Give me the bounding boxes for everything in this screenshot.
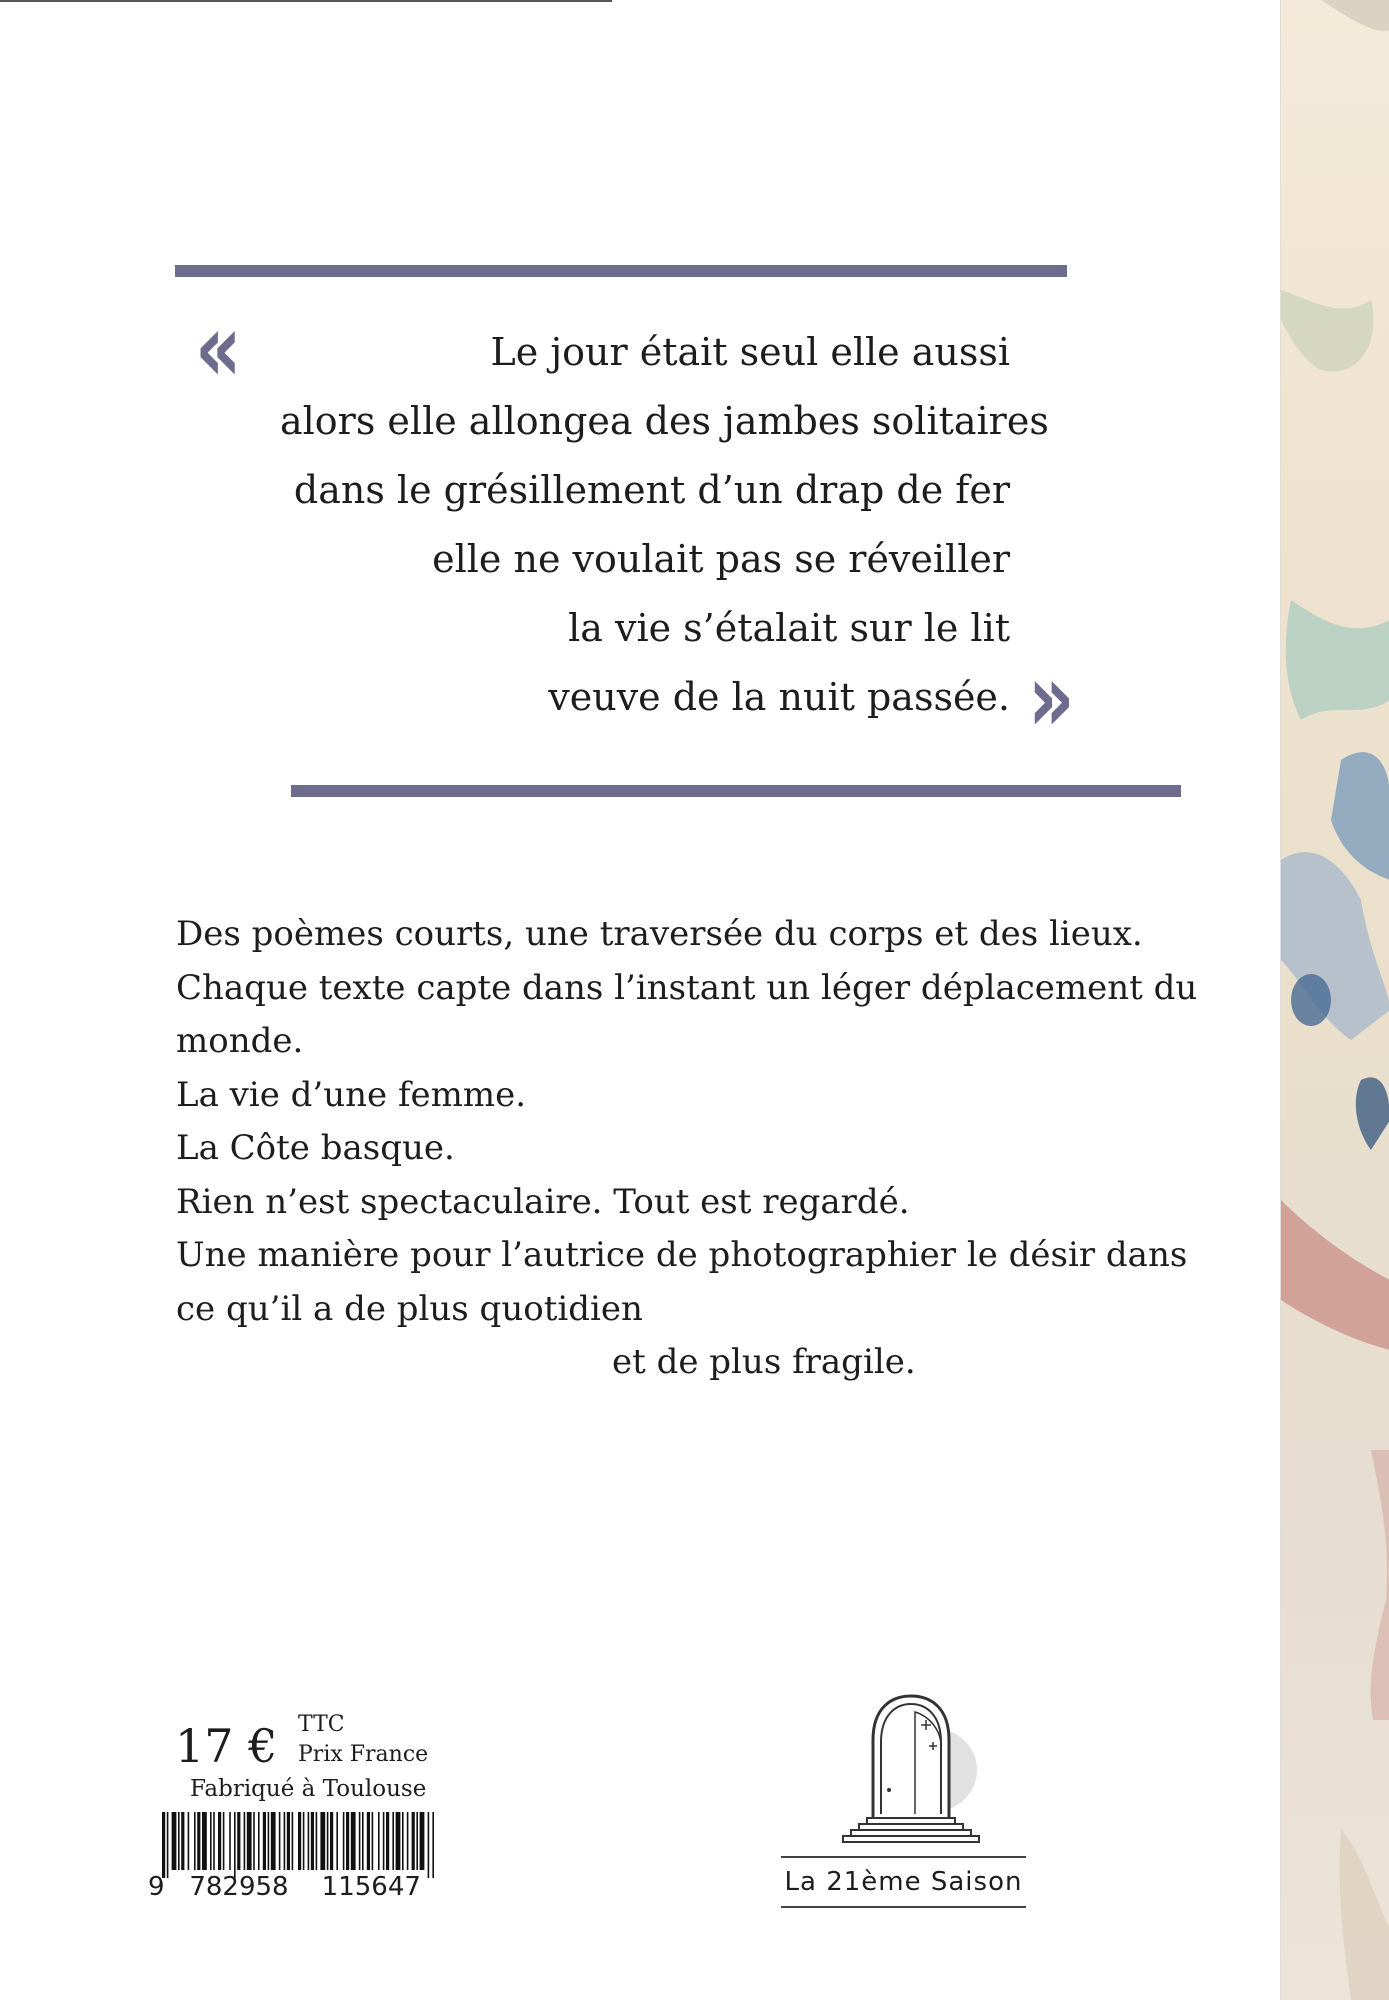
barcode-bar <box>279 1812 281 1870</box>
isbn-group-1: 782958 <box>189 1872 289 1902</box>
barcode-bar <box>420 1812 425 1870</box>
price-tax-label: TTC <box>298 1712 345 1737</box>
barcode-bar <box>372 1812 374 1870</box>
watercolor-blots <box>1281 0 1389 2000</box>
barcode-bar <box>197 1812 200 1870</box>
barcode-bar <box>167 1812 169 1878</box>
barcode-bar <box>308 1812 310 1870</box>
barcode-bar <box>336 1812 338 1870</box>
barcode-bar <box>223 1812 225 1870</box>
barcode-bar <box>218 1812 221 1870</box>
quote-bottom-bar <box>291 785 1181 797</box>
isbn-group-2: 115647 <box>321 1872 421 1902</box>
poem-line: la vie s’étalait sur le lit <box>568 606 1010 650</box>
top-edge-rule <box>0 0 612 2</box>
barcode-bar <box>202 1812 207 1870</box>
barcode-bar <box>320 1812 325 1870</box>
opening-guillemet: « <box>195 292 242 404</box>
barcode-bar <box>268 1812 270 1870</box>
blurb-line: Une manière pour l’autrice de photographier le désir dans <box>176 1235 1188 1275</box>
barcode-bar <box>229 1812 231 1870</box>
barcode-bar <box>392 1812 394 1870</box>
barcode-bar <box>311 1812 314 1870</box>
barcode-bar <box>247 1812 252 1870</box>
publisher-name: La 21ème Saison <box>784 1867 1023 1897</box>
barcode-bar <box>292 1812 294 1870</box>
publisher-bottom-rule <box>781 1906 1026 1908</box>
quote-top-bar <box>175 265 1067 277</box>
barcode-bar <box>303 1812 305 1870</box>
barcode-bar <box>351 1812 356 1870</box>
poem-line: alors elle allongea des jambes solitaires <box>280 399 1049 443</box>
barcode-bar <box>234 1812 236 1878</box>
barcode-bar <box>362 1812 364 1870</box>
barcode-bar <box>263 1812 266 1870</box>
poem-line: Le jour était seul elle aussi <box>490 330 1010 374</box>
barcode-bar <box>343 1812 345 1870</box>
blurb-line: Chaque texte capte dans l’instant un léger déplacement du <box>176 967 1198 1008</box>
barcode-bar <box>284 1812 286 1870</box>
publisher-top-rule <box>781 1856 1026 1858</box>
price-amount: 17 € <box>175 1719 278 1773</box>
barcode-bar <box>178 1812 180 1870</box>
barcode-bar <box>244 1812 246 1870</box>
barcode-bar <box>253 1812 255 1870</box>
barcode-bar <box>396 1812 401 1870</box>
barcode-bar <box>386 1812 389 1870</box>
book-blurb <box>176 908 1198 1390</box>
barcode-bar <box>181 1812 184 1870</box>
barcode-bar <box>402 1812 404 1870</box>
watercolor-edge-artwork <box>1280 0 1389 2000</box>
barcode-bar <box>367 1812 370 1870</box>
poem-line: veuve de la nuit passée. <box>548 675 1010 719</box>
barcode-bar <box>359 1812 361 1870</box>
price-region-label: Prix France <box>298 1742 429 1767</box>
barcode-bar <box>271 1812 276 1870</box>
barcode-bar <box>407 1812 409 1870</box>
barcode-bar <box>432 1812 434 1878</box>
barcode-bar <box>188 1812 190 1870</box>
barcode-bar <box>213 1812 215 1870</box>
price-details <box>298 1710 428 1770</box>
barcode-bar <box>383 1812 385 1870</box>
isbn-barcode <box>160 1812 436 1878</box>
poem-line: dans le grésillement d’un drap de fer <box>293 468 1010 512</box>
closing-guillemet: » <box>1028 642 1075 754</box>
barcode-bar <box>316 1812 318 1870</box>
barcode-bar <box>194 1812 196 1870</box>
barcode-bar <box>428 1812 430 1878</box>
barcode-bar <box>172 1812 177 1870</box>
blurb-line: La Côte basque. <box>176 1128 455 1168</box>
barcode-bar <box>298 1812 301 1870</box>
blurb-line: Des poèmes courts, une traversée du corps et des lieux. <box>176 914 1143 954</box>
barcode-bar <box>327 1812 329 1870</box>
barcode-bar <box>210 1812 212 1870</box>
barcode-bar <box>258 1812 260 1870</box>
barcode-bar <box>412 1812 415 1870</box>
blurb-line: Rien n’est spectaculaire. Tout est regardé. <box>176 1181 910 1222</box>
barcode-bar <box>287 1812 290 1870</box>
isbn-prefix: 9 <box>148 1872 165 1902</box>
poem-line: elle ne voulait pas se réveiller <box>432 537 1010 581</box>
blurb-line: ce qu’il a de plus quotidien <box>176 1288 643 1329</box>
barcode-bar <box>378 1812 380 1870</box>
poem-excerpt <box>280 318 1049 732</box>
barcode-bar <box>237 1812 240 1870</box>
barcode-bar <box>346 1812 349 1870</box>
barcode-bar <box>162 1812 165 1878</box>
blurb-line: La vie d’une femme. <box>176 1074 527 1115</box>
blurb-line: monde. <box>176 1021 304 1061</box>
barcode-bar <box>416 1812 418 1870</box>
made-in-label: Fabriqué à Toulouse <box>190 1776 427 1802</box>
blurb-line: et de plus fragile. <box>612 1342 916 1382</box>
arched-door-with-stairs-icon <box>825 1690 995 1850</box>
barcode-bar <box>330 1812 333 1870</box>
isbn-number <box>148 1872 448 1902</box>
